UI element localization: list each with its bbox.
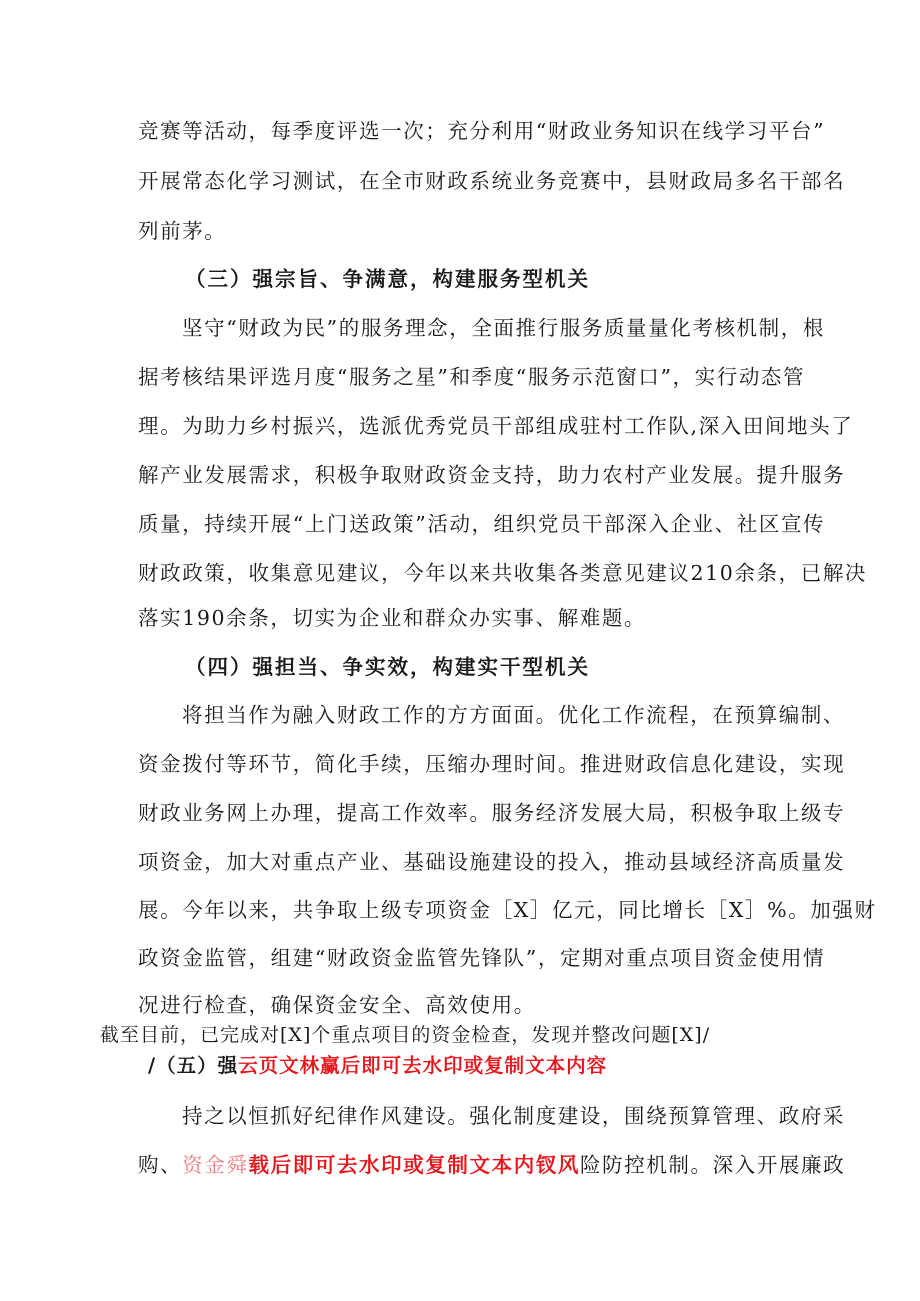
line-17: 展。今年以来，共争取上级专项资金［X］亿元，同比增长［X］%。加强财	[138, 898, 877, 922]
line-15: 财政业务网上办理，提高工作效率。服务经济发展大局，积极争取上级专	[138, 801, 846, 825]
line-11: 落实190余条，切实为企业和群众办实事、解难题。	[138, 606, 647, 630]
line-13: 将担当作为融入财政工作的方方面面。优化工作流程，在预算编制、	[182, 703, 845, 727]
line-16: 项资金，加大对重点产业、基础设施建设的投入，推动县域经济高质量发	[138, 850, 846, 874]
watermark-red-text: 载后即可去水印或复制文本内钗风	[248, 1153, 581, 1177]
line-8: 解产业发展需求，积极争取财政资金支持，助力农村产业发展。提升服务	[138, 463, 846, 487]
line-18: 政资金监管，组建“财政资金监管先锋队”，定期对重点项目资金使用情	[138, 946, 826, 970]
line-19: 况进行检查，确保资金安全、高效使用。	[138, 993, 536, 1017]
line-5: 坚守“财政为民”的服务理念，全面推行服务质量量化考核机制，根	[182, 316, 825, 340]
line-20: 截至目前，已完成对[X]个重点项目的资金检查，发现并整改问题[X]/	[100, 1024, 711, 1046]
line-14: 资金拨付等环节，简化手续，压缩办理时间。推进财政信息化建设，实现	[138, 752, 846, 776]
line-23-end: 险防控机制。深入开展廉政	[580, 1153, 846, 1177]
line-10: 财政政策，收集意见建议，今年以来共收集各类意见建议210余条，已解决	[138, 561, 868, 585]
line-9: 质量，持续开展“上门送政策”活动，组织党员干部深入企业、社区宣传	[138, 512, 826, 536]
watermark-text: 云页文林赢后即可去水印或复制文本内容	[238, 1054, 608, 1077]
section-3-heading: （三）强宗旨、争满意，构建服务型机关	[185, 267, 590, 291]
line-7: 理。为助力乡村振兴，选派优秀党员干部组成驻村工作队,深入田间地头了	[138, 414, 854, 438]
line-3: 列前茅。	[138, 219, 227, 243]
line-2: 开展常态化学习测试，在全市财政系统业务竞赛中，县财政局多名干部名	[138, 169, 846, 193]
line-22: 持之以恒抓好纪律作风建设。强化制度建设，围绕预算管理、政府采	[182, 1104, 845, 1128]
section-4-heading: （四）强担当、争实效，构建实干型机关	[185, 655, 590, 679]
line-6: 据考核结果评选月度“服务之星”和季度“服务示范窗口”，实行动态管	[138, 365, 806, 389]
line-23-start: 购、	[138, 1153, 183, 1177]
section-5-prefix: /（五）强	[148, 1054, 239, 1077]
line-1: 竞赛等活动，每季度评选一次；充分利用“财政业务知识在线学习平台”	[138, 119, 826, 143]
section-5-heading	[148, 1052, 607, 1080]
watermark-pink-text: 资金舜	[182, 1153, 249, 1177]
line-23	[138, 1151, 845, 1179]
